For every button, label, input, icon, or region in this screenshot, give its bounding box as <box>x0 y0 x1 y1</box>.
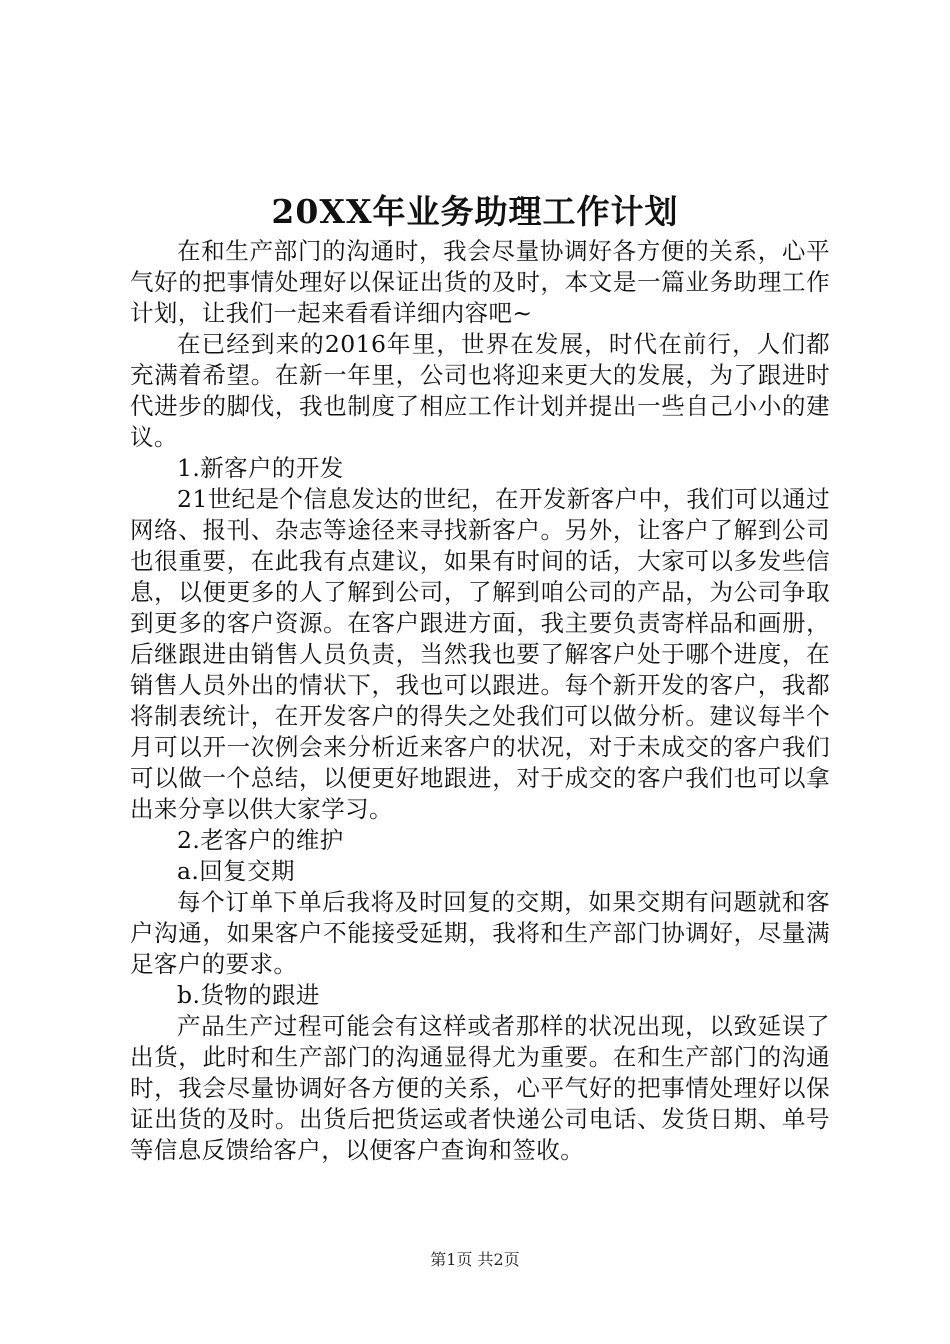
document-body <box>130 236 830 1166</box>
paragraph-goods-followup: 产品生产过程可能会有这样或者那样的状况出现，以致延误了出货，此时和生产部门的沟通显得尤为重要。在和生产部门的沟通时，我会尽量协调好各方便的关系，心平气好的把事情处理好以保证出货的及时。出货后把货运或者快递公司电话、发货日期、单号等信息反馈给客户，以便客户查询和签收。 <box>130 1012 830 1164</box>
paragraph-background: 在已经到来的2016年里，世界在发展，时代在前行，人们都充满着希望。在新一年里，公司也将迎来更大的发展，为了跟进时代进步的脚伐，我也制度了相应工作计划并提出一些自己小小的建议。 <box>130 330 830 451</box>
subheading-reply-delivery: a.回复交期 <box>177 857 295 885</box>
document-title: 20XX年业务助理工作计划 <box>271 192 679 231</box>
section-heading-old-customers: 2.老客户的维护 <box>177 826 344 854</box>
paragraph-reply-delivery: 每个订单下单后我将及时回复的交期，如果交期有问题就和客户沟通，如果客户不能接受延期，我将和生产部门协调好，尽量满足客户的要求。 <box>130 888 830 978</box>
page-number-footer: 第1页 共2页 <box>430 1250 520 1269</box>
paragraph-new-customers: 21世纪是个信息发达的世纪，在开发新客户中，我们可以通过网络、报刊、杂志等途径来寻找新客户。另外，让客户了解到公司也很重要，在此我有点建议，如果有时间的话，大家可以多发些信息，以便更多的人了解到公司，了解到咱公司的产品，为公司争取到更多的客户资源。在客户跟进方面，我主要负责寄样品和画册，后继跟进由销售人员负责，当然我也要了解客户处于哪个进度，在销售人员外出的情状下，我也可以跟进。每个新开发的客户，我都将制表统计，在开发客户的得失之处我们可以做分析。建议每半个月可以开一次例会来分析近来客户的状况，对于未成交的客户我们可以做一个总结，以便更好地跟进，对于成交的客户我们也可以拿出来分享以供大家学习。 <box>130 485 830 823</box>
section-heading-new-customers: 1.新客户的开发 <box>177 454 344 482</box>
paragraph-intro: 在和生产部门的沟通时，我会尽量协调好各方便的关系，心平气好的把事情处理好以保证出货的及时，本文是一篇业务助理工作计划，让我们一起来看看详细内容吧~ <box>130 237 830 327</box>
subheading-goods-followup: b.货物的跟进 <box>177 981 320 1009</box>
